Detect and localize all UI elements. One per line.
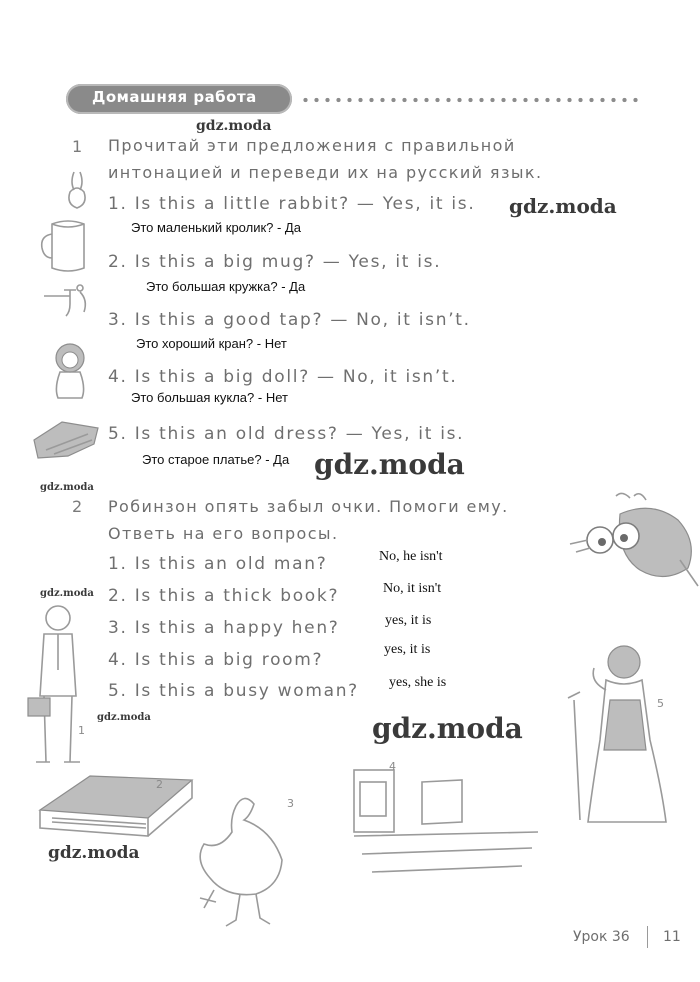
task-1-sentence-2: 2. Is this a big mug? — Yes, it is. xyxy=(108,252,442,272)
dress-illustration xyxy=(28,410,104,466)
task-2-question-5: 5. Is this a busy woman? xyxy=(108,681,359,701)
task-1-number: 1 xyxy=(72,137,83,156)
task-2-instruction-line1: Робинзон опять забыл очки. Помоги ему. xyxy=(108,497,509,516)
task-1-translation-4: Это большая кукла? - Нет xyxy=(131,390,288,405)
task-2-number: 2 xyxy=(72,497,83,516)
picture-label-4: 4 xyxy=(389,760,396,773)
watermark: gdz.moda xyxy=(40,482,94,493)
picture-label-1: 1 xyxy=(78,724,85,737)
dotted-rule xyxy=(300,97,638,103)
picture-label-3: 3 xyxy=(287,797,294,810)
task-1-sentence-1: 1. Is this a little rabbit? — Yes, it is. xyxy=(108,194,476,214)
task-1-instruction-line1: Прочитай эти предложения с правильной xyxy=(108,136,516,155)
page-number: 11 xyxy=(663,929,681,945)
task-2-question-4: 4. Is this a big room? xyxy=(108,650,324,670)
picture-label-2: 2 xyxy=(156,778,163,791)
task-2-answer-3: yes, it is xyxy=(385,613,432,628)
tap-illustration xyxy=(40,282,96,322)
watermark: gdz.moda xyxy=(372,712,523,745)
footer-divider xyxy=(647,926,648,948)
room-illustration xyxy=(352,762,542,894)
task-1-sentence-3: 3. Is this a good tap? — No, it isn’t. xyxy=(108,310,471,330)
watermark: gdz.moda xyxy=(196,118,272,134)
task-1-translation-3: Это хороший кран? - Нет xyxy=(136,336,287,351)
old-man-illustration xyxy=(22,600,92,770)
task-1-instruction-line2: интонацией и переведи их на русский язык. xyxy=(108,163,543,182)
doll-illustration xyxy=(40,340,98,402)
mug-illustration xyxy=(38,218,100,274)
task-2-answer-2: No, it isn't xyxy=(383,581,442,596)
watermark: gdz.moda xyxy=(48,843,140,863)
section-title: Домашняя работа xyxy=(92,88,257,106)
task-2-question-2: 2. Is this a thick book? xyxy=(108,586,340,606)
watermark: gdz.moda xyxy=(314,448,465,481)
task-2-answer-4: yes, it is xyxy=(384,642,431,657)
hen-illustration xyxy=(186,790,306,930)
busy-woman-illustration xyxy=(566,640,670,830)
task-2-answer-1: No, he isn't xyxy=(379,549,443,564)
task-2-answer-5: yes, she is xyxy=(389,675,447,690)
task-1-sentence-5: 5. Is this an old dress? — Yes, it is. xyxy=(108,424,465,444)
bird-illustration xyxy=(560,490,700,600)
task-2-instruction xyxy=(108,493,509,547)
task-2-question-3: 3. Is this a happy hen? xyxy=(108,618,340,638)
task-2-question-1: 1. Is this an old man? xyxy=(108,554,328,574)
watermark: gdz.moda xyxy=(40,588,94,599)
lesson-label: Урок 36 xyxy=(573,929,630,945)
watermark: gdz.moda xyxy=(97,712,151,723)
rabbit-illustration xyxy=(60,168,94,212)
watermark: gdz.moda xyxy=(509,194,617,218)
task-1-translation-2: Это большая кружка? - Да xyxy=(146,279,306,294)
task-1-translation-5: Это старое платье? - Да xyxy=(142,452,290,467)
task-1-instruction xyxy=(108,132,542,186)
task-1-translation-1: Это маленький кролик? - Да xyxy=(131,220,301,235)
thick-book-illustration xyxy=(30,770,200,842)
task-1-sentence-4: 4. Is this a big doll? — No, it isn’t. xyxy=(108,367,458,387)
picture-label-5: 5 xyxy=(657,697,664,710)
task-2-instruction-line2: Ответь на его вопросы. xyxy=(108,524,339,543)
